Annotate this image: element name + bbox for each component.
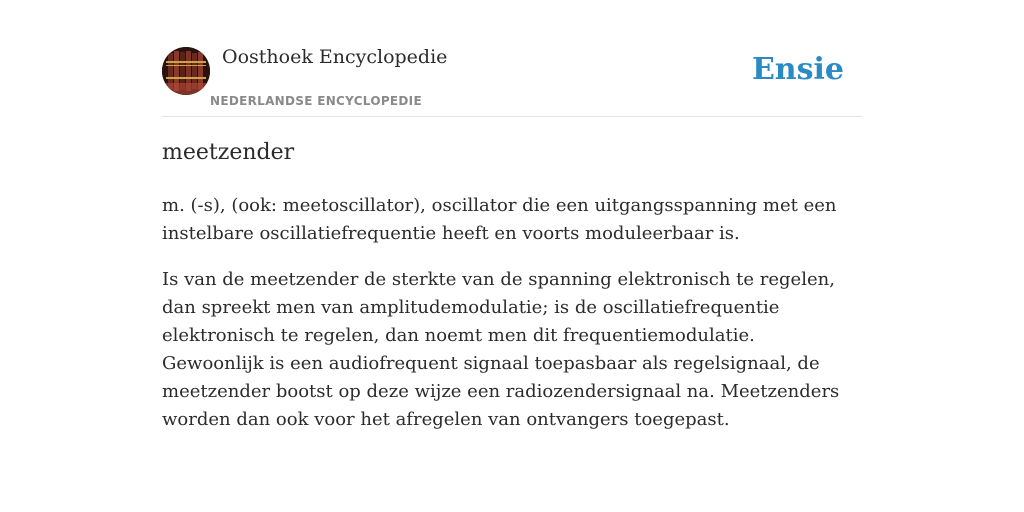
entry-title: meetzender [162,140,295,165]
source-title[interactable]: Oosthoek Encyclopedie [222,46,448,68]
source-header [162,46,862,117]
entry-paragraph: m. (-s), (ook: meetoscillator), oscillator die een uitgangsspanning met een instelbare oscillatiefrequentie heeft en voorts moduleerbaar is. [162,195,837,244]
encyclopedia-books-icon[interactable] [162,47,210,95]
entry-paragraph: Is van de meetzender de sterkte van de spanning elektronisch te regelen, dan spreekt men van amplitudemodulatie; is de oscillatiefrequentie elektronisch te regelen, dan noemt men dit frequentiemodulatie. Gewoonlijk is een audiofrequent signaal toepasbaar als regelsignaal, de meetzender bootst op deze wijze een radiozendersignaal na. Meetzenders worden dan ook voor het afregelen van ontvangers toegepast. [162,269,840,430]
entry-body [162,192,862,452]
ensie-logo-link[interactable]: Ensie [751,52,844,87]
source-subtitle: NEDERLANDSE ENCYCLOPEDIE [210,94,422,108]
